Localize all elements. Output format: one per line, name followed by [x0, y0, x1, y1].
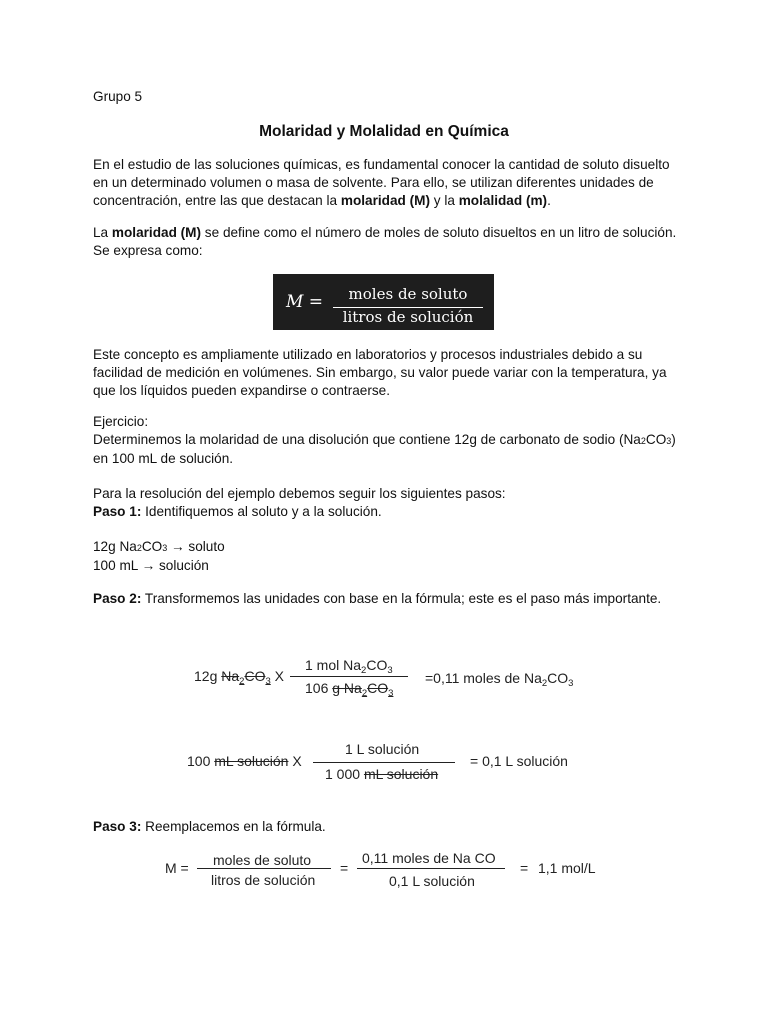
calc2-result: = 0,1 L solución — [470, 753, 568, 769]
calc1-den-cancel: g $Na_2CO_3$ — [332, 680, 394, 699]
calc3-denominator-1: litros de solución — [211, 872, 316, 888]
definition-text-a: La — [93, 225, 112, 240]
intro-paragraph — [93, 156, 683, 210]
step3-paragraph — [93, 818, 683, 836]
definition-paragraph — [93, 224, 683, 260]
exercise-section — [93, 413, 683, 468]
document-title: Molaridad y Molalidad en Química — [259, 123, 509, 140]
step2-text: Transformemos las unidades con base en la fórmula; este es el paso más importante. — [141, 591, 662, 606]
calc3-denominator-2: 0,1 L solución — [389, 873, 475, 889]
calc2-lhs-cancel: mL solución — [214, 753, 289, 769]
calc3-numerator-1: moles de soluto — [213, 852, 312, 868]
exercise-label: Ejercicio: — [93, 414, 149, 429]
step2-label: Paso 2: — [93, 591, 142, 606]
calc1-lhs-cancel: $Na_2CO_3$ — [221, 668, 271, 687]
calc2-den-cancel: mL solución — [363, 766, 439, 782]
intro-bold-molaridad: molaridad (M) — [340, 193, 430, 208]
calc1-lhs: 12g $Na_2CO_3$ X — [194, 668, 284, 687]
formula-numerator: moles de soluto — [348, 285, 468, 303]
step1-label: Paso 1: — [93, 504, 142, 519]
calc3-lhs: M = — [165, 860, 189, 876]
intro-bold-molalidad: molalidad (m) — [458, 193, 548, 208]
calc3-numerator-2: 0,11 moles de Na CO — [362, 850, 496, 866]
calc3-result: 1,1 mol/L — [538, 860, 596, 876]
calc1-result: =0,11 moles de $Na_2CO_3$ — [425, 670, 574, 689]
calc1-numerator: 1 mol $Na_2CO_3$ — [305, 657, 393, 676]
calc2-numerator: 1 L solución — [345, 741, 420, 757]
calc2-denominator: 1 000 mL solución — [325, 766, 439, 782]
step3-label: Paso 3: — [93, 819, 142, 834]
step1-solute-line: 12g Na2CO3 → soluto — [93, 539, 225, 554]
step1-text: Identifiquemos al soluto y a la solución. — [141, 504, 382, 519]
calc2-lhs: 100 mL solución X — [187, 753, 302, 769]
intro-text-b: y la — [430, 193, 459, 208]
calc1-denominator: 106 g $Na_2CO_3$ — [305, 680, 394, 699]
exercise-statement: Determinemos la molaridad de una disolución que contiene 12g de carbonato de sodio (Na2CO3) en 100 mL de solución. — [93, 432, 676, 466]
formula-lhs: M = — [286, 292, 324, 312]
step1-heading — [93, 503, 683, 521]
step2-paragraph — [93, 590, 683, 608]
intro-text-c: . — [547, 193, 551, 208]
definition-text-b: se define como el número de moles de soluto disueltos en un litro de solución. Se expresa como: — [93, 225, 677, 258]
calc2-fraction-bar — [313, 762, 455, 763]
step1-list — [93, 538, 683, 575]
step1-solution-line: 100 mL → solución — [93, 558, 209, 573]
calc3-fraction-bar-1 — [197, 868, 331, 869]
intro-text-a: En el estudio de las soluciones químicas, es fundamental conocer la cantidad de soluto disuelto en un determinado volumen o masa de solvente. Para ello, se utilizan diferentes unidades de concentración, entre las que destacan la — [93, 157, 670, 208]
definition-bold: molaridad (M) — [111, 225, 202, 240]
molarity-formula-image — [273, 274, 494, 330]
calc1-fraction-bar — [290, 676, 408, 677]
step3-text: Reemplacemos en la fórmula. — [141, 819, 326, 834]
steps-intro: Para la resolución del ejemplo debemos seguir los siguientes pasos: — [93, 486, 506, 501]
calc3-equals-1: = — [340, 860, 349, 876]
calc3-fraction-bar-2 — [357, 868, 505, 869]
concept-paragraph: Este concepto es ampliamente utilizado en laboratorios y procesos industriales debido a su facilidad de medición en volúmenes. Sin embargo, su valor puede variar con la temperatura, ya que los líquidos pueden expandirse o contraerse. — [93, 347, 667, 398]
group-label: Grupo 5 — [93, 89, 143, 104]
formula-denominator: litros de solución — [342, 308, 474, 326]
calc3-equals-2: = — [520, 860, 529, 876]
